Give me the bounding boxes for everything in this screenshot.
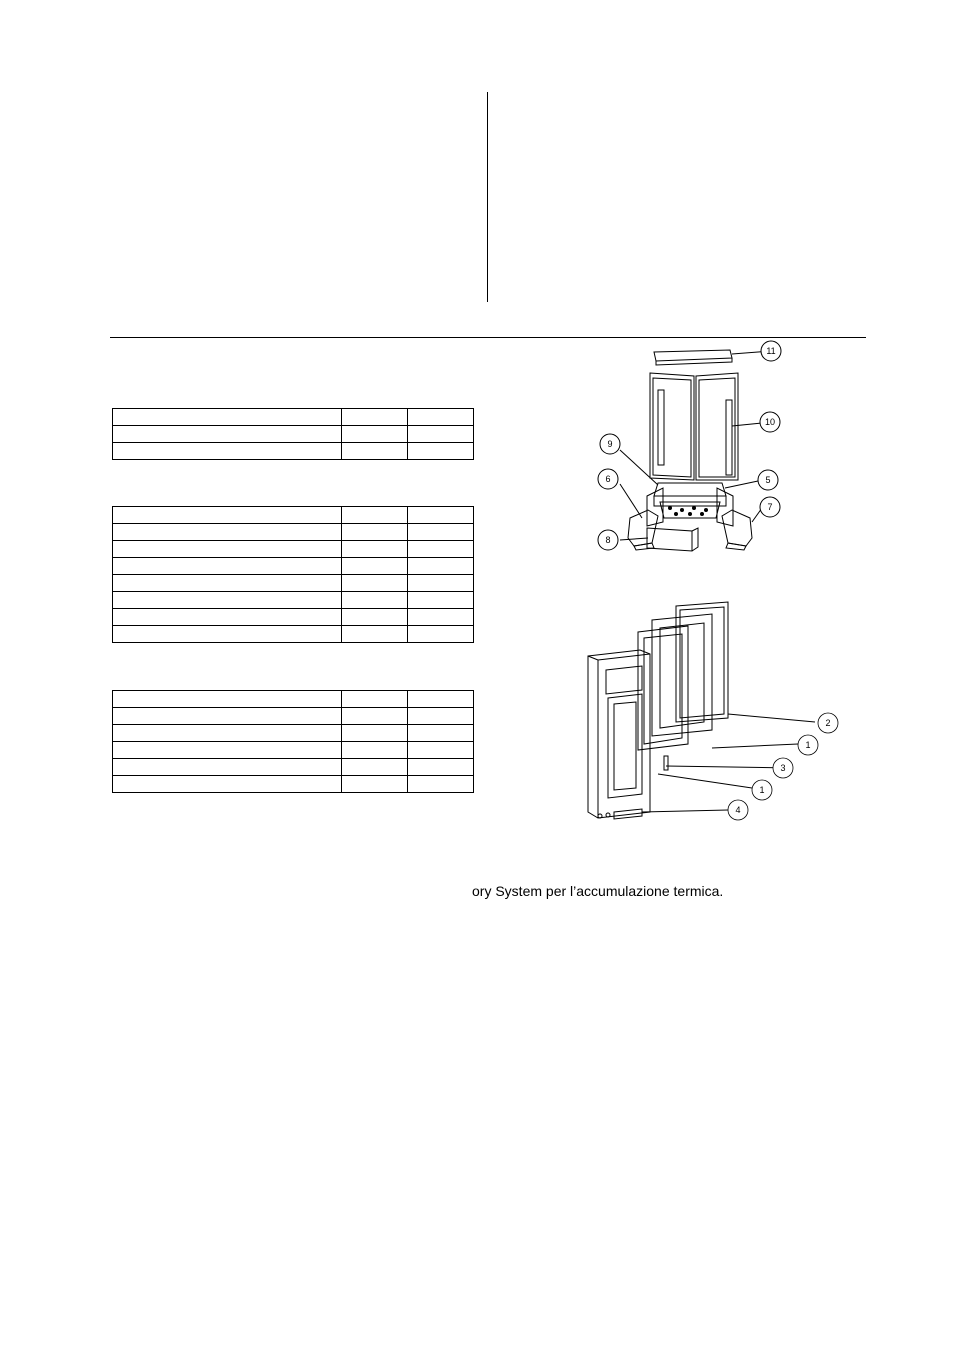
callout-label: 11	[766, 346, 776, 356]
table-cell	[342, 776, 408, 793]
parts-table-1	[112, 408, 474, 460]
table-row	[113, 524, 474, 541]
table-cell	[342, 691, 408, 708]
table-cell	[408, 541, 474, 558]
table-cell	[342, 742, 408, 759]
table-cell	[113, 575, 342, 592]
table-cell	[408, 558, 474, 575]
caption-text: ory System per l’accumulazione termica.	[472, 883, 724, 899]
table-cell	[408, 575, 474, 592]
callout-label: 7	[767, 502, 773, 512]
table-row	[113, 507, 474, 524]
table-row	[113, 541, 474, 558]
column-divider	[487, 92, 488, 302]
table-cell	[408, 524, 474, 541]
table-cell	[113, 592, 342, 609]
callout-label: 2	[825, 718, 831, 728]
table-row	[113, 691, 474, 708]
table-cell	[113, 426, 342, 443]
table-cell	[342, 725, 408, 742]
table-cell	[342, 524, 408, 541]
table-cell	[113, 742, 342, 759]
table-cell	[113, 443, 342, 460]
callout-label: 4	[735, 805, 741, 815]
table-cell	[113, 708, 342, 725]
table-cell	[342, 708, 408, 725]
table-row	[113, 609, 474, 626]
callout-label: 3	[780, 763, 786, 773]
table-cell	[408, 742, 474, 759]
callout-label: 1	[805, 740, 811, 750]
door-exploded-diagram	[580, 598, 850, 828]
table-cell	[342, 409, 408, 426]
table-row	[113, 759, 474, 776]
table-row	[113, 776, 474, 793]
table-cell	[408, 609, 474, 626]
table-cell	[408, 708, 474, 725]
callout-label: 5	[765, 475, 771, 485]
parts-table-2	[112, 506, 474, 643]
table-row	[113, 742, 474, 759]
table-row	[113, 443, 474, 460]
table-cell	[342, 759, 408, 776]
table-cell	[408, 426, 474, 443]
callout-label: 10	[764, 417, 776, 427]
table-cell	[113, 409, 342, 426]
table-cell	[342, 575, 408, 592]
table-cell	[113, 776, 342, 793]
table-cell	[408, 626, 474, 643]
table-cell	[342, 626, 408, 643]
table-row	[113, 409, 474, 426]
table-cell	[113, 524, 342, 541]
table-cell	[408, 592, 474, 609]
table-cell	[342, 541, 408, 558]
table-row	[113, 426, 474, 443]
table-cell	[408, 759, 474, 776]
table-row	[113, 725, 474, 742]
table-cell	[408, 443, 474, 460]
table-row	[113, 575, 474, 592]
table-cell	[113, 691, 342, 708]
table-cell	[113, 626, 342, 643]
table-cell	[408, 776, 474, 793]
table-cell	[113, 759, 342, 776]
table-cell	[342, 443, 408, 460]
table-row	[113, 626, 474, 643]
table-cell	[342, 558, 408, 575]
table-row	[113, 708, 474, 725]
table-cell	[408, 725, 474, 742]
table-cell	[113, 609, 342, 626]
table-cell	[113, 725, 342, 742]
table-cell	[342, 426, 408, 443]
callout-label: 1	[759, 785, 765, 795]
callout-label: 6	[605, 474, 611, 484]
callout-label: 9	[607, 439, 613, 449]
table-cell	[342, 609, 408, 626]
table-cell	[408, 507, 474, 524]
callout-label: 8	[605, 535, 611, 545]
table-cell	[408, 409, 474, 426]
table-row	[113, 592, 474, 609]
table-cell	[113, 541, 342, 558]
table-cell	[113, 558, 342, 575]
table-cell	[342, 592, 408, 609]
stove-exploded-diagram	[590, 338, 800, 558]
table-cell	[342, 507, 408, 524]
table-cell	[408, 691, 474, 708]
table-cell	[113, 507, 342, 524]
parts-table-3	[112, 690, 474, 793]
table-row	[113, 558, 474, 575]
